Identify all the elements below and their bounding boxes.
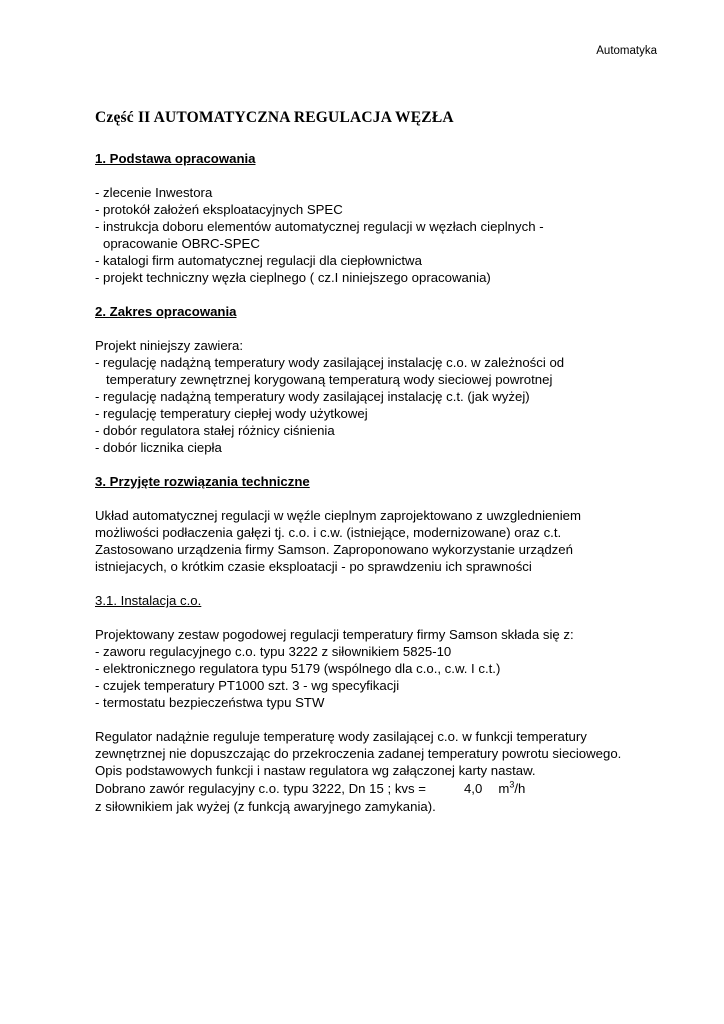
list-item: - katalogi firm automatycznej regulacji dla ciepłownictwa — [95, 253, 422, 268]
valve-selection-row — [95, 779, 675, 798]
list-item: - dobór regulatora stałej różnicy ciśnienia — [95, 423, 335, 438]
subsection-heating-installation — [95, 592, 675, 815]
kvs-value: 4,0 — [463, 781, 483, 796]
list-item: - zlecenie Inwestora — [95, 185, 213, 200]
list-item-continuation: temperatury zewnętrznej korygowaną temperaturą wody sieciowej powrotnej — [106, 372, 553, 387]
paragraph-line: Układ automatycznej regulacji w węźle cieplnym zaprojektowano z uwzglednieniem — [95, 508, 581, 523]
list-item: - czujek temperatury PT1000 szt. 3 - wg specyfikacji — [95, 678, 400, 693]
kvs-unit: $m^3/h$ — [498, 779, 526, 796]
list-item: - regulację temperatury ciepłej wody użytkowej — [95, 406, 368, 421]
valve-selection-label: Dobrano zawór regulacyjny c.o. typu 3222, Dn 15 ; kvs = — [95, 781, 426, 796]
subsection-heading: 3.1. Instalacja c.o. — [95, 593, 202, 608]
section-basis — [95, 150, 675, 286]
running-header: Automatyka — [596, 45, 657, 57]
list-item-continuation: opracowanie OBRC-SPEC — [103, 236, 260, 251]
list-item: - zaworu regulacyjnego c.o. typu 3222 z siłownikiem 5825-10 — [95, 644, 452, 659]
document-body — [95, 108, 675, 815]
section-heading: 2. Zakres opracowania — [95, 304, 237, 319]
paragraph-line: Opis podstawowych funkcji i nastaw regulatora wg załączonej karty nastaw. — [95, 763, 536, 778]
section-intro: Projekt niniejszy zawiera: — [95, 338, 244, 353]
list-item: - regulację nadążną temperatury wody zasilającej instalację c.o. w zależności od — [95, 355, 565, 370]
list-item: - regulację nadążną temperatury wody zasilającej instalację c.t. (jak wyżej) — [95, 389, 530, 404]
list-item: - instrukcja doboru elementów automatycznej regulacji w węzłach cieplnych - — [95, 219, 544, 234]
list-item: - projekt techniczny węzła cieplnego ( cz.I niniejszego opracowania) — [95, 270, 491, 285]
paragraph-line: możliwości podłaczenia gałęzi tj. c.o. i c.w. (istniejące, modernizowane) oraz c.t. — [95, 525, 562, 540]
subsection-intro: Projektowany zestaw pogodowej regulacji temperatury firmy Samson składa się z: — [95, 627, 574, 642]
section-heading: 1. Podstawa opracowania — [95, 151, 256, 166]
section-technical-solutions — [95, 473, 675, 575]
list-item: - termostatu bezpieczeństwa typu STW — [95, 695, 325, 710]
list-item: - protokół założeń eksploatacyjnych SPEC — [95, 202, 343, 217]
paragraph-line: istniejacych, o krótkim czasie eksploatacji - po sprawdzeniu ich sprawności — [95, 559, 532, 574]
page-title: Część II AUTOMATYCZNA REGULACJA WĘZŁA — [95, 109, 454, 126]
paragraph-line: z siłownikiem jak wyżej (z funkcją awaryjnego zamykania). — [95, 799, 436, 814]
list-item: - dobór licznika ciepła — [95, 440, 222, 455]
section-scope — [95, 303, 675, 456]
paragraph-line: Regulator nadążnie reguluje temperaturę wody zasilającej c.o. w funkcji temperatury — [95, 729, 587, 744]
paragraph-line: Zastosowano urządzenia firmy Samson. Zaproponowano wykorzystanie urządzeń — [95, 542, 573, 557]
section-heading: 3. Przyjęte rozwiązania techniczne — [95, 474, 310, 489]
list-item: - elektronicznego regulatora typu 5179 (wspólnego dla c.o., c.w. I c.t.) — [95, 661, 501, 676]
paragraph-line: zewnętrznej nie dopuszczając do przekroczenia zadanej temperatury powrotu sieciowego. — [95, 746, 622, 761]
